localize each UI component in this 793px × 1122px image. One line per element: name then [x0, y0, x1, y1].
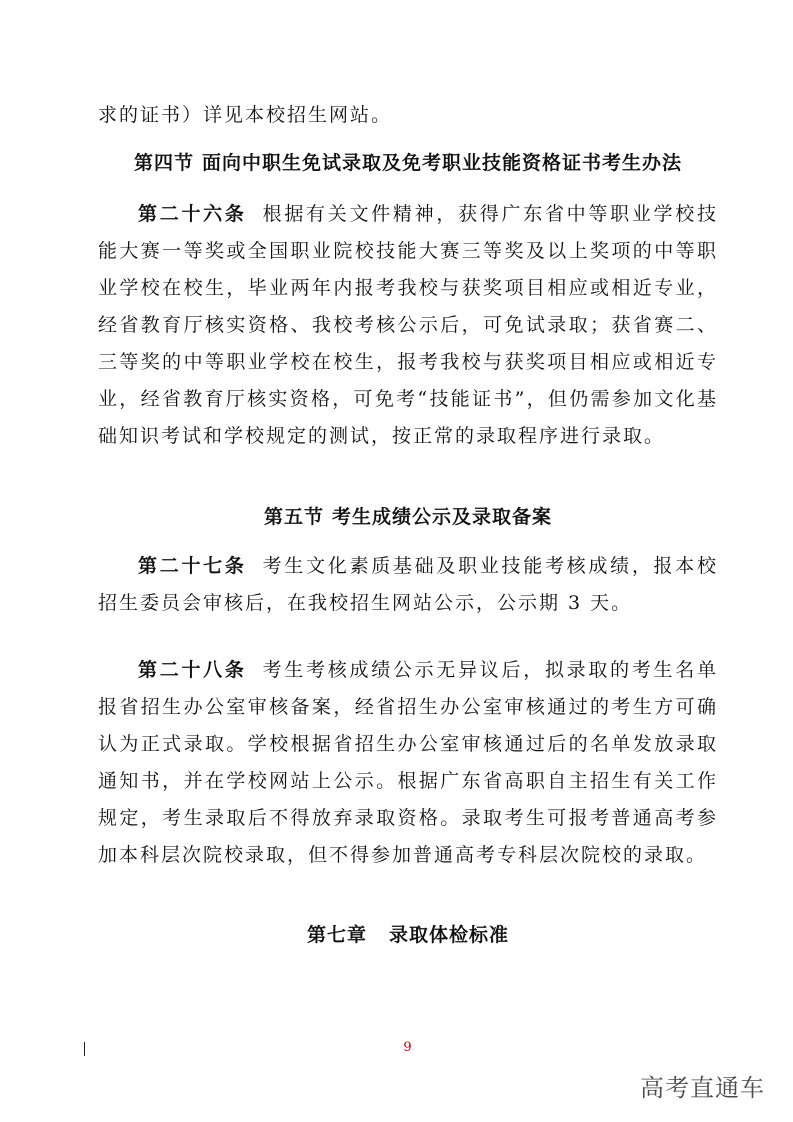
section-5-title: 考生成绩公示及录取备案 — [332, 506, 553, 528]
article-26-text: 根据有关文件精神，获得广东省中等职业学校技能大赛一等奖或全国职业院校技能大赛三等奖及以上奖项的中等职业学校在校生，毕业两年内报考我校与获奖项目相应或相近专业，经省教育厅核实资格、我校考核公示后，可免试录取；获省赛二、三等奖的中等职业学校在校生，报考我校与获奖项目相应或相近专业，经省教育厅核实资格，可免考“技能证书”，但仍需参加文化基础知识考试和学校规定的测试，按正常的录取程序进行录取。 — [98, 203, 718, 447]
article-26-paragraph — [98, 196, 718, 455]
section-4-heading — [98, 148, 718, 175]
article-28-label: 第二十八条 — [138, 659, 247, 681]
section-5-heading — [98, 502, 718, 529]
article-26-label: 第二十六条 — [138, 203, 247, 225]
chapter-7-number: 第七章 — [306, 924, 367, 946]
page-number: 9 — [403, 1040, 412, 1055]
section-4-title: 面向中职生免试录取及免考职业技能资格证书考生办法 — [202, 152, 683, 174]
article-27-label: 第二十七条 — [138, 555, 247, 577]
section-4-number: 第四节 — [133, 152, 194, 174]
continuation-text: 求的证书）详见本校招生网站。 — [98, 104, 393, 126]
article-28-text: 考生考核成绩公示无异议后，拟录取的考生名单报省招生办公室审核备案，经省招生办公室审核通过的考生方可确认为正式录取。学校根据省招生办公室审核通过后的名单发放录取通知书，并在学校网站上公示。根据广东省高职自主招生有关工作规定，考生录取后不得放弃录取资格。录取考生可报考普通高考参加本科层次院校录取，但不得参加普通高考专科层次院校的录取。 — [98, 659, 718, 866]
article-28-paragraph — [98, 652, 718, 874]
section-5-number: 第五节 — [263, 506, 324, 528]
article-27-paragraph — [98, 548, 718, 622]
chapter-7-title: 录取体检标准 — [389, 924, 510, 946]
chapter-7-heading — [98, 920, 718, 947]
watermark-text: 高考直通车 — [640, 1074, 765, 1102]
article-27-text: 考生文化素质基础及职业技能考核成绩，报本校招生委员会审核后，在我校招生网站公示，公示期 3 天。 — [98, 555, 718, 614]
